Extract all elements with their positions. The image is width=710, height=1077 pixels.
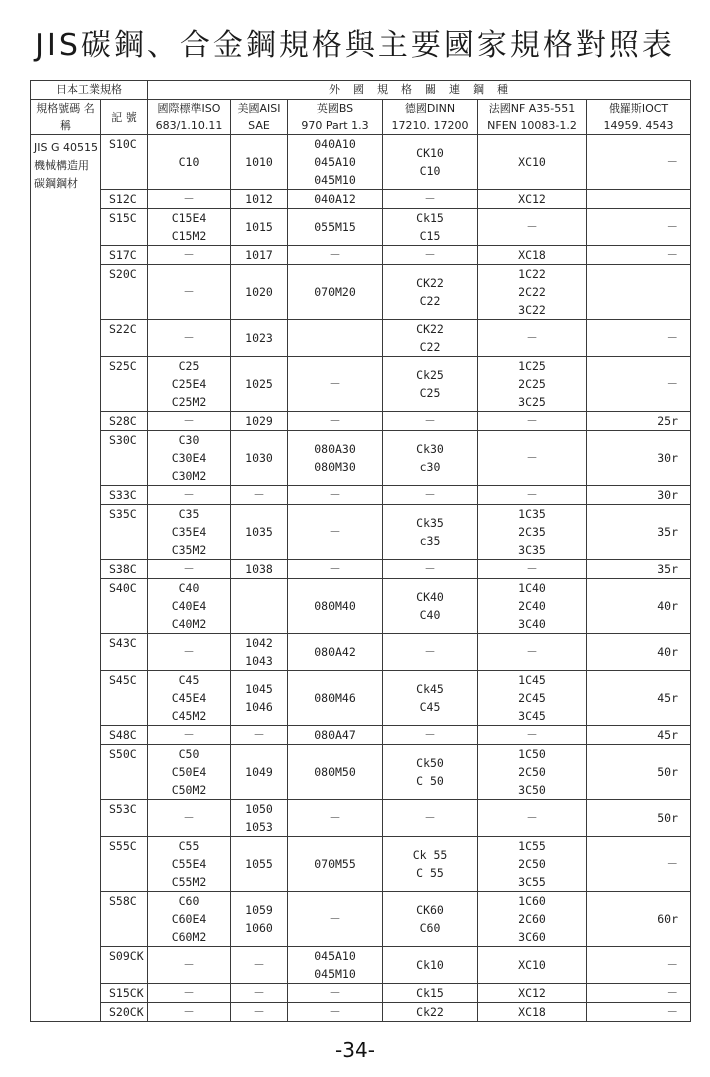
bs-cell: 080A42: [288, 634, 383, 671]
table-row: [31, 357, 691, 412]
din-cell: －: [383, 726, 478, 745]
din-cell: Ck35 c35: [383, 505, 478, 560]
bs-cell: －: [288, 800, 383, 837]
din-cell: Ck15: [383, 984, 478, 1003]
nf-cell: 1C50 2C50 3C50: [478, 745, 587, 800]
table-row: [31, 726, 691, 745]
din-cell: CK10 C10: [383, 135, 478, 190]
iso-cell: －: [148, 634, 231, 671]
bs-cell: 045A10 045M10: [288, 947, 383, 984]
steel-code: S20CK: [101, 1003, 148, 1022]
nf-cell: －: [478, 634, 587, 671]
bs-cell: －: [288, 412, 383, 431]
steel-code: S35C: [101, 505, 148, 560]
iso-cell: －: [148, 265, 231, 320]
aisi-cell: 1025: [231, 357, 288, 412]
aisi-cell: －: [231, 726, 288, 745]
nf-cell: 1C22 2C22 3C22: [478, 265, 587, 320]
iso-cell: C25 C25E4 C25M2: [148, 357, 231, 412]
aisi-cell: 1030: [231, 431, 288, 486]
table-row: [31, 800, 691, 837]
bs-cell: 055M15: [288, 209, 383, 246]
gost-cell: 30r: [587, 486, 691, 505]
table-row: [31, 671, 691, 726]
gost-cell: 40r: [587, 579, 691, 634]
steel-code: S15C: [101, 209, 148, 246]
din-cell: －: [383, 560, 478, 579]
table-row: [31, 135, 691, 190]
bs-cell: －: [288, 560, 383, 579]
steel-code: S09CK: [101, 947, 148, 984]
nf-cell: －: [478, 431, 587, 486]
din-cell: －: [383, 800, 478, 837]
iso-cell: －: [148, 984, 231, 1003]
header-gost: 俄羅斯IOCT 14959. 4543: [587, 100, 691, 135]
iso-cell: －: [148, 190, 231, 209]
aisi-cell: －: [231, 947, 288, 984]
aisi-cell: 1010: [231, 135, 288, 190]
gost-cell: 35r: [587, 560, 691, 579]
table-row: [31, 412, 691, 431]
aisi-cell: 1035: [231, 505, 288, 560]
nf-cell: 1C35 2C35 3C35: [478, 505, 587, 560]
nf-cell: XC12: [478, 984, 587, 1003]
aisi-cell: 1017: [231, 246, 288, 265]
steel-code: S48C: [101, 726, 148, 745]
din-cell: CK22 C22: [383, 320, 478, 357]
iso-cell: －: [148, 246, 231, 265]
steel-code: S12C: [101, 190, 148, 209]
gost-cell: 25r: [587, 412, 691, 431]
din-cell: －: [383, 190, 478, 209]
table-row: [31, 984, 691, 1003]
nf-cell: －: [478, 560, 587, 579]
iso-cell: －: [148, 726, 231, 745]
iso-cell: C15E4 C15M2: [148, 209, 231, 246]
table-row: [31, 320, 691, 357]
iso-cell: C35 C35E4 C35M2: [148, 505, 231, 560]
aisi-cell: [231, 579, 288, 634]
category-cell: JIS G 40515 機械構造用 碳鋼鋼材: [31, 135, 101, 1022]
aisi-cell: －: [231, 1003, 288, 1022]
din-cell: Ck45 C45: [383, 671, 478, 726]
steel-code: S10C: [101, 135, 148, 190]
table-row: [31, 892, 691, 947]
nf-cell: －: [478, 320, 587, 357]
steel-code: S25C: [101, 357, 148, 412]
header-aisi: 美國AISI SAE: [231, 100, 288, 135]
bs-cell: 040A12: [288, 190, 383, 209]
gost-cell: －: [587, 947, 691, 984]
aisi-cell: 1029: [231, 412, 288, 431]
gost-cell: －: [587, 246, 691, 265]
bs-cell: －: [288, 984, 383, 1003]
iso-cell: C50 C50E4 C50M2: [148, 745, 231, 800]
bs-cell: 080A47: [288, 726, 383, 745]
steel-code: S50C: [101, 745, 148, 800]
nf-cell: XC10: [478, 947, 587, 984]
din-cell: Ck50 C 50: [383, 745, 478, 800]
steel-code: S53C: [101, 800, 148, 837]
aisi-cell: 1012: [231, 190, 288, 209]
iso-cell: －: [148, 486, 231, 505]
din-cell: －: [383, 486, 478, 505]
bs-cell: －: [288, 505, 383, 560]
iso-cell: C55 C55E4 C55M2: [148, 837, 231, 892]
aisi-cell: 1020: [231, 265, 288, 320]
header-foreign-group: 外 國 規 格 關 連 鋼 種: [148, 81, 691, 100]
din-cell: CK40 C40: [383, 579, 478, 634]
table-row: [31, 190, 691, 209]
steel-code: S22C: [101, 320, 148, 357]
nf-cell: －: [478, 800, 587, 837]
table-row: [31, 745, 691, 800]
aisi-cell: 1023: [231, 320, 288, 357]
aisi-cell: －: [231, 486, 288, 505]
table-row: [31, 246, 691, 265]
din-cell: Ck15 C15: [383, 209, 478, 246]
spec-comparison-table: [30, 80, 691, 1022]
gost-cell: －: [587, 135, 691, 190]
bs-cell: 080M40: [288, 579, 383, 634]
aisi-cell: 1059 1060: [231, 892, 288, 947]
gost-cell: 50r: [587, 745, 691, 800]
header-iso: 國際標準ISO 683/1.10.11: [148, 100, 231, 135]
bs-cell: 040A10 045A10 045M10: [288, 135, 383, 190]
nf-cell: 1C40 2C40 3C40: [478, 579, 587, 634]
gost-cell: 45r: [587, 726, 691, 745]
table-row: [31, 837, 691, 892]
aisi-cell: 1042 1043: [231, 634, 288, 671]
header-jis-group: 日本工業規格: [31, 81, 148, 100]
gost-cell: 60r: [587, 892, 691, 947]
table-row: [31, 560, 691, 579]
gost-cell: －: [587, 984, 691, 1003]
bs-cell: －: [288, 1003, 383, 1022]
din-cell: CK60 C60: [383, 892, 478, 947]
bs-cell: 070M20: [288, 265, 383, 320]
iso-cell: －: [148, 1003, 231, 1022]
din-cell: Ck30 c30: [383, 431, 478, 486]
bs-cell: 080M50: [288, 745, 383, 800]
din-cell: －: [383, 246, 478, 265]
page-title: JIS碳鋼、合金鋼規格與主要國家規格對照表: [35, 28, 675, 63]
aisi-cell: 1049: [231, 745, 288, 800]
table-row: [31, 579, 691, 634]
table-row: [31, 947, 691, 984]
nf-cell: XC18: [478, 246, 587, 265]
header-symbol: 記 號: [101, 100, 148, 135]
iso-cell: C45 C45E4 C45M2: [148, 671, 231, 726]
gost-cell: 50r: [587, 800, 691, 837]
nf-cell: 1C60 2C60 3C60: [478, 892, 587, 947]
gost-cell: －: [587, 837, 691, 892]
iso-cell: C30 C30E4 C30M2: [148, 431, 231, 486]
steel-code: S15CK: [101, 984, 148, 1003]
gost-cell: －: [587, 357, 691, 412]
iso-cell: C60 C60E4 C60M2: [148, 892, 231, 947]
nf-cell: XC10: [478, 135, 587, 190]
nf-cell: 1C45 2C45 3C45: [478, 671, 587, 726]
aisi-cell: 1050 1053: [231, 800, 288, 837]
nf-cell: 1C25 2C25 3C25: [478, 357, 587, 412]
steel-code: S20C: [101, 265, 148, 320]
iso-cell: －: [148, 320, 231, 357]
din-cell: CK22 C22: [383, 265, 478, 320]
table-row: [31, 1003, 691, 1022]
spec-table-body: [31, 135, 691, 1022]
bs-cell: －: [288, 246, 383, 265]
iso-cell: －: [148, 947, 231, 984]
nf-cell: 1C55 2C50 3C55: [478, 837, 587, 892]
din-cell: －: [383, 412, 478, 431]
din-cell: －: [383, 634, 478, 671]
steel-code: S38C: [101, 560, 148, 579]
table-row: [31, 209, 691, 246]
bs-cell: 070M55: [288, 837, 383, 892]
gost-cell: －: [587, 320, 691, 357]
bs-cell: －: [288, 357, 383, 412]
gost-cell: [587, 190, 691, 209]
header-din: 德國DINN 17210. 17200: [383, 100, 478, 135]
gost-cell: 35r: [587, 505, 691, 560]
iso-cell: C10: [148, 135, 231, 190]
table-row: [31, 505, 691, 560]
steel-code: S43C: [101, 634, 148, 671]
steel-code: S33C: [101, 486, 148, 505]
aisi-cell: 1055: [231, 837, 288, 892]
din-cell: Ck10: [383, 947, 478, 984]
din-cell: Ck 55 C 55: [383, 837, 478, 892]
iso-cell: －: [148, 412, 231, 431]
table-row: [31, 265, 691, 320]
nf-cell: －: [478, 412, 587, 431]
steel-code: S28C: [101, 412, 148, 431]
aisi-cell: 1015: [231, 209, 288, 246]
nf-cell: XC12: [478, 190, 587, 209]
bs-cell: 080M46: [288, 671, 383, 726]
steel-code: S45C: [101, 671, 148, 726]
iso-cell: C40 C40E4 C40M2: [148, 579, 231, 634]
nf-cell: XC18: [478, 1003, 587, 1022]
steel-code: S55C: [101, 837, 148, 892]
table-row: [31, 486, 691, 505]
bs-cell: －: [288, 892, 383, 947]
nf-cell: －: [478, 486, 587, 505]
aisi-cell: 1038: [231, 560, 288, 579]
gost-cell: 45r: [587, 671, 691, 726]
nf-cell: －: [478, 209, 587, 246]
gost-cell: 40r: [587, 634, 691, 671]
header-spec-name: 規格號碼 名 稱: [31, 100, 101, 135]
bs-cell: 080A30 080M30: [288, 431, 383, 486]
table-row: [31, 634, 691, 671]
steel-code: S17C: [101, 246, 148, 265]
iso-cell: －: [148, 560, 231, 579]
header-bs: 英國BS 970 Part 1.3: [288, 100, 383, 135]
aisi-cell: －: [231, 984, 288, 1003]
gost-cell: [587, 265, 691, 320]
table-row: [31, 431, 691, 486]
bs-cell: －: [288, 486, 383, 505]
page-number: -34-: [335, 1038, 375, 1062]
gost-cell: 30r: [587, 431, 691, 486]
steel-code: S30C: [101, 431, 148, 486]
aisi-cell: 1045 1046: [231, 671, 288, 726]
din-cell: Ck22: [383, 1003, 478, 1022]
nf-cell: －: [478, 726, 587, 745]
din-cell: Ck25 C25: [383, 357, 478, 412]
bs-cell: [288, 320, 383, 357]
gost-cell: －: [587, 1003, 691, 1022]
iso-cell: －: [148, 800, 231, 837]
header-nf: 法國NF A35-551 NFEN 10083-1.2: [478, 100, 587, 135]
gost-cell: －: [587, 209, 691, 246]
steel-code: S58C: [101, 892, 148, 947]
steel-code: S40C: [101, 579, 148, 634]
